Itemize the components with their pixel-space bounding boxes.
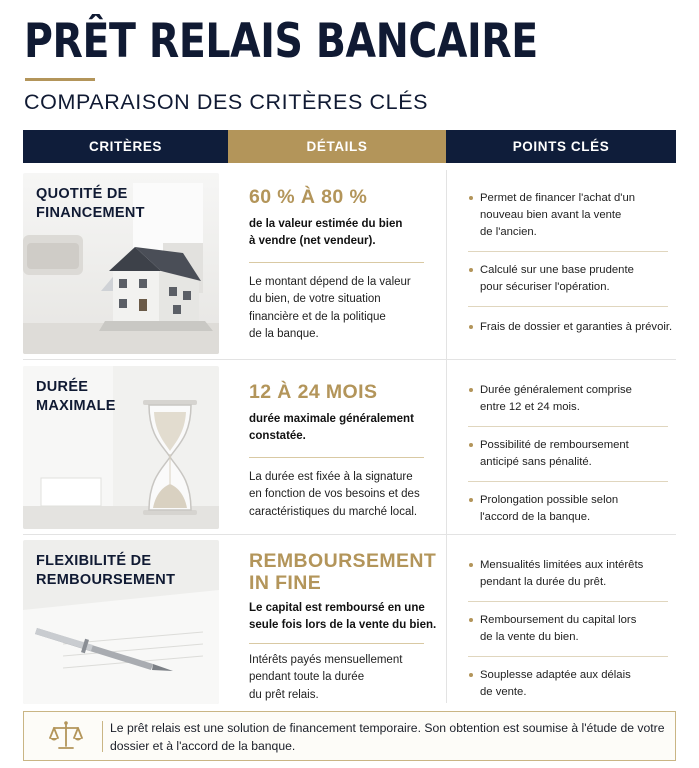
scales-icon	[49, 720, 83, 757]
key-point: Durée généralement comprise entre 12 et 24 mois.	[468, 382, 676, 416]
detail-cell	[249, 550, 439, 704]
table-header	[23, 130, 676, 163]
point-divider	[468, 306, 668, 307]
footer-text: Le prêt relais est une solution de financement temporaire. Son obtention est soumise à l'étude de votre dossier et à l'accord de la banque.	[110, 721, 665, 753]
detail-headline: 60 % À 80 %	[249, 186, 368, 208]
table-row	[23, 540, 676, 705]
table-row	[23, 173, 676, 355]
detail-cell	[249, 186, 439, 343]
criterion-label: DURÉE MAXIMALE	[36, 379, 116, 414]
point-divider	[468, 656, 668, 657]
point-divider	[468, 426, 668, 427]
detail-cell	[249, 381, 439, 521]
point-divider	[468, 251, 668, 252]
criterion-label: FLEXIBILITÉ DE REMBOURSEMENT	[36, 553, 176, 588]
criterion-label: QUOTITÉ DE FINANCEMENT	[36, 186, 145, 221]
detail-text: La durée est fixée à la signature en fonction de vos besoins et des caractéristiques du marché local.	[249, 471, 420, 518]
key-point: Possibilité de remboursement anticipé sans pénalité.	[468, 437, 676, 471]
key-point: Permet de financer l'achat d'un nouveau bien avant la vente de l'ancien.	[468, 190, 676, 241]
page-title: PRÊT RELAIS BANCAIRE	[24, 14, 538, 69]
detail-bold-text: Le capital est remboursé en une seule fois lors de la vente du bien.	[249, 602, 437, 631]
key-point: Mensualités limitées aux intérêts pendant la durée du prêt.	[468, 557, 676, 591]
header-criteres: CRITÈRES	[23, 130, 228, 163]
point-divider	[468, 481, 668, 482]
detail-text: Intérêts payés mensuellement pendant toute la durée du prêt relais.	[249, 654, 403, 701]
detail-bold-text: durée maximale généralement constatée.	[249, 413, 414, 442]
key-point: Frais de dossier et garanties à prévoir.	[468, 319, 676, 336]
key-point: Souplesse adaptée aux délais de vente.	[468, 667, 676, 701]
points-cell	[468, 557, 676, 701]
detail-divider	[249, 643, 424, 644]
key-point: Remboursement du capital lors de la vente du bien.	[468, 612, 676, 646]
points-cell	[468, 382, 676, 526]
detail-headline: REMBOURSEMENT IN FINE	[249, 550, 437, 594]
key-point: Calculé sur une base prudente pour sécuriser l'opération.	[468, 262, 676, 296]
detail-headline: 12 À 24 MOIS	[249, 381, 378, 403]
detail-bold-text: de la valeur estimée du bien à vendre (net vendeur).	[249, 218, 403, 247]
header-details: DÉTAILS	[228, 130, 446, 163]
footer-note	[23, 711, 676, 761]
key-point: Prolongation possible selon l'accord de la banque.	[468, 492, 676, 526]
page-subtitle: COMPARAISON DES CRITÈRES CLÉS	[24, 90, 429, 114]
detail-text: Le montant dépend de la valeur du bien, de votre situation financière et de la politique de la banque.	[249, 276, 411, 340]
footer-divider	[102, 721, 103, 752]
detail-divider	[249, 262, 424, 263]
points-cell	[468, 190, 676, 336]
title-underline	[25, 78, 95, 81]
point-divider	[468, 601, 668, 602]
row-divider	[23, 534, 676, 535]
header-points-cles: POINTS CLÉS	[446, 130, 676, 163]
table-row	[23, 366, 676, 530]
detail-divider	[249, 457, 424, 458]
row-divider	[23, 359, 676, 360]
